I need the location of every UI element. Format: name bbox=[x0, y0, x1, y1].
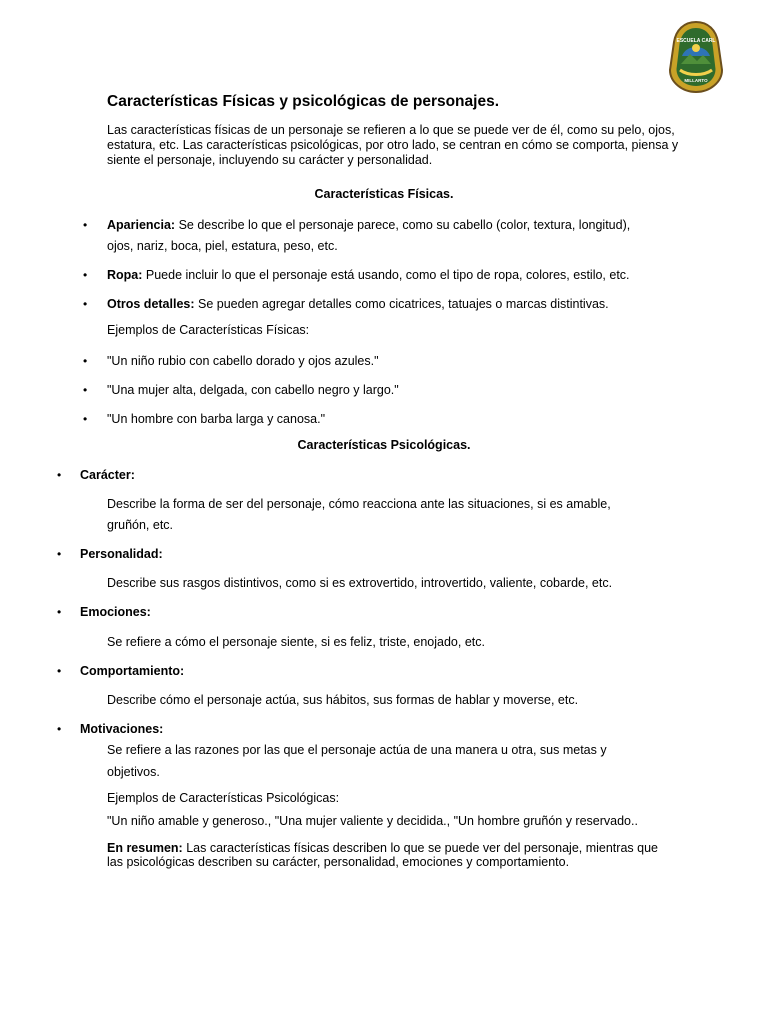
bullet-icon: • bbox=[83, 383, 88, 397]
desc-emociones: Se refiere a cómo el personaje siente, si es feliz, triste, enojado, etc. bbox=[107, 635, 485, 649]
desc-motivaciones-cont: objetivos. bbox=[107, 765, 160, 779]
bullet-icon: • bbox=[83, 218, 88, 232]
examples-label-fisicas: Ejemplos de Características Físicas: bbox=[107, 323, 310, 337]
summary-term: En resumen: bbox=[107, 841, 183, 855]
list-item-ropa bbox=[107, 265, 667, 286]
bullet-icon: • bbox=[57, 547, 62, 561]
term-label: Apariencia: bbox=[107, 218, 176, 232]
term-comportamiento: Comportamiento: bbox=[80, 664, 185, 678]
example-item: "Un hombre con barba larga y canosa." bbox=[107, 412, 326, 426]
section-heading-fisicas: Características Físicas. bbox=[314, 187, 454, 201]
term-label: Ropa: bbox=[107, 268, 143, 282]
item-text: Se pueden agregar detalles como cicatrices, tatuajes o marcas distintivas. bbox=[194, 297, 609, 311]
intro-paragraph: Las características físicas de un personaje se refieren a lo que se puede ver de él, como su pelo, ojos, estatura, etc. Las características psicológicas, por otro lado, se centran en cómo se comporta, piensa y siente el personaje, incluyendo su carácter y personalidad. bbox=[107, 123, 679, 167]
bullet-icon: • bbox=[83, 297, 88, 311]
list-item-apariencia bbox=[107, 215, 667, 236]
summary-paragraph bbox=[107, 841, 677, 869]
summary-text: Las características físicas describen lo que se puede ver del personaje, mientras que las psicológicas describen su carácter, personalidad, emociones y comportamiento. bbox=[107, 841, 658, 869]
desc-comportamiento: Describe cómo el personaje actúa, sus hábitos, sus formas de hablar y moverse, etc. bbox=[107, 693, 579, 707]
desc-personalidad: Describe sus rasgos distintivos, como si es extrovertido, introvertido, valiente, cobarde, etc. bbox=[107, 576, 613, 590]
bullet-icon: • bbox=[83, 412, 88, 426]
list-item-otros-detalles bbox=[107, 294, 667, 315]
term-caracter: Carácter: bbox=[80, 468, 135, 482]
school-crest-icon bbox=[664, 20, 728, 94]
crest-bottom-label: MILLARTO bbox=[684, 78, 708, 83]
examples-label-psicologicas: Ejemplos de Características Psicológicas: bbox=[107, 791, 340, 805]
desc-caracter-cont: gruñón, etc. bbox=[107, 518, 174, 532]
examples-text-psicologicas: "Un niño amable y generoso., "Una mujer valiente y decidida., "Un hombre gruñón y reservado.. bbox=[107, 814, 638, 828]
bullet-icon: • bbox=[83, 354, 88, 368]
desc-caracter: Describe la forma de ser del personaje, cómo reacciona ante las situaciones, si es amable, bbox=[107, 497, 611, 511]
bullet-icon: • bbox=[57, 722, 62, 736]
bullet-icon: • bbox=[57, 664, 62, 678]
term-motivaciones: Motivaciones: bbox=[80, 722, 164, 736]
item-text: Puede incluir lo que el personaje está usando, como el tipo de ropa, colores, estilo, etc. bbox=[142, 268, 630, 282]
desc-motivaciones: Se refiere a las razones por las que el personaje actúa de una manera u otra, sus metas y bbox=[107, 743, 607, 757]
term-emociones: Emociones: bbox=[80, 605, 151, 619]
crest-label: ESCUELA CARL bbox=[676, 38, 716, 44]
section-heading-psicologicas: Características Psicológicas. bbox=[297, 438, 471, 452]
list-item-apariencia-cont: ojos, nariz, boca, piel, estatura, peso, etc. bbox=[107, 239, 338, 253]
term-label: Otros detalles: bbox=[107, 297, 195, 311]
page-title: Características Físicas y psicológicas de personajes. bbox=[107, 93, 500, 110]
bullet-icon: • bbox=[57, 468, 62, 482]
bullet-icon: • bbox=[57, 605, 62, 619]
item-text: Se describe lo que el personaje parece, como su cabello (color, textura, longitud), bbox=[175, 218, 631, 232]
term-personalidad: Personalidad: bbox=[80, 547, 163, 561]
example-item: "Una mujer alta, delgada, con cabello negro y largo." bbox=[107, 383, 399, 397]
example-item: "Un niño rubio con cabello dorado y ojos azules." bbox=[107, 354, 379, 368]
bullet-icon: • bbox=[83, 268, 88, 282]
